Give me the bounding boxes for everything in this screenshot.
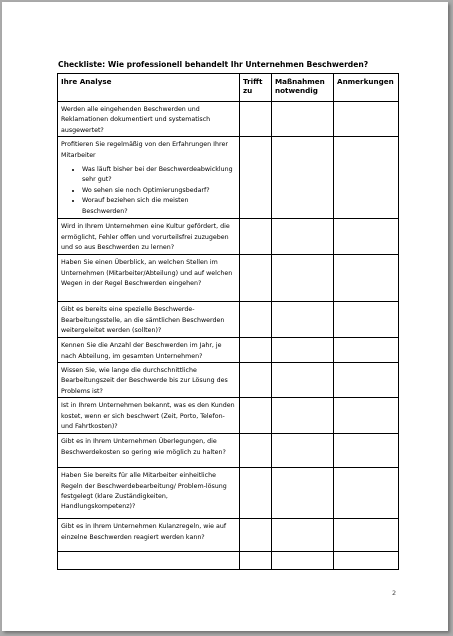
measures-cell <box>272 398 334 434</box>
measures-cell <box>272 219 334 255</box>
remarks-cell <box>334 434 399 468</box>
applies-cell <box>240 519 272 552</box>
table-row <box>58 137 399 219</box>
remarks-cell <box>334 219 399 255</box>
question-text: Gibt es bereits eine spezielle Beschwerde-Bearbeitungsstelle, an die sämtlichen Beschwerden weitergeleitet werden (sollten)? <box>61 306 225 335</box>
remarks-cell <box>334 552 399 570</box>
remarks-cell <box>334 468 399 519</box>
remarks-cell <box>334 302 399 338</box>
remarks-cell <box>334 338 399 363</box>
question-bullet-item: • Wo sehen sie noch Optimierungsbedarf? <box>82 186 236 196</box>
question-cell <box>58 434 240 468</box>
table-row <box>58 255 399 302</box>
question-cell <box>58 338 240 363</box>
table-row <box>58 219 399 255</box>
question-cell <box>58 398 240 434</box>
question-cell <box>58 519 240 552</box>
question-text: Haben Sie einen Überblick, an welchen Stellen im Unternehmen (Mitarbeiter/Abteilung) und auf welchen Wegen in der Regel Beschwerden eingehen? <box>61 259 233 288</box>
measures-cell <box>272 137 334 219</box>
applies-cell <box>240 552 272 570</box>
question-text: Wissen Sie, wie lange die durchschnittliche Bearbeitungszeit der Beschwerde bis zur Lösung des Problems ist? <box>61 367 228 395</box>
measures-cell <box>272 552 334 570</box>
question-cell <box>58 137 240 219</box>
page-title: Checkliste: Wie professionell behandelt Ihr Unternehmen Beschwerden? <box>58 60 369 69</box>
table-row <box>58 434 399 468</box>
question-cell <box>58 255 240 302</box>
question-text: Profitieren Sie regelmäßig von den Erfahrungen Ihrer Mitarbeiter <box>61 141 228 159</box>
checklist-table <box>57 73 399 570</box>
table-row <box>58 102 399 137</box>
question-cell <box>58 363 240 398</box>
applies-cell <box>240 434 272 468</box>
question-text: Werden alle eingehenden Beschwerden und Reklamationen dokumentiert und systematisch ausgewertet? <box>61 106 211 134</box>
measures-cell <box>272 519 334 552</box>
question-cell <box>58 552 240 570</box>
question-text: Wird in Ihrem Unternehmen eine Kultur gefördert, die ermöglicht, Fehler offen und vorurteilsfrei zuzugeben und so aus Beschwerden zu lernen? <box>61 223 230 252</box>
remarks-cell <box>334 398 399 434</box>
question-cell <box>58 302 240 338</box>
table-header-row <box>58 74 399 102</box>
applies-cell <box>240 137 272 219</box>
applies-cell <box>240 363 272 398</box>
measures-cell <box>272 102 334 137</box>
document-page <box>2 2 448 631</box>
table-row <box>58 338 399 363</box>
column-header-remarks: Anmerkungen <box>334 74 399 102</box>
question-cell <box>58 102 240 137</box>
measures-cell <box>272 255 334 302</box>
remarks-cell <box>334 137 399 219</box>
applies-cell <box>240 102 272 137</box>
question-bullet-item: • Was läuft bisher bei der Beschwerdeabwicklung sehr gut? <box>82 165 236 186</box>
question-bullet-list <box>61 165 236 217</box>
question-text: Gibt es in Ihrem Unternehmen Überlegungen, die Beschwerdekosten so gering wie möglich zu halten? <box>61 438 226 456</box>
applies-cell <box>240 255 272 302</box>
question-text: Gibt es in Ihrem Unternehmen Kulanzregeln, wie auf einzelne Beschwerden reagiert werden kann? <box>61 523 227 541</box>
applies-cell <box>240 219 272 255</box>
remarks-cell <box>334 102 399 137</box>
column-header-analysis: Ihre Analyse <box>58 74 240 102</box>
question-text: Kennen Sie die Anzahl der Beschwerden im Jahr, je nach Abteilung, im gesamten Unternehmen? <box>61 342 222 360</box>
question-bullet-item: • Worauf beziehen sich die meisten Beschwerden? <box>82 196 236 217</box>
remarks-cell <box>334 519 399 552</box>
table-row <box>58 552 399 570</box>
applies-cell <box>240 302 272 338</box>
column-header-measures: Maßnahmen notwendig <box>272 74 334 102</box>
table-row <box>58 363 399 398</box>
remarks-cell <box>334 363 399 398</box>
applies-cell <box>240 338 272 363</box>
question-cell <box>58 219 240 255</box>
table-row <box>58 302 399 338</box>
question-text: Ist in Ihrem Unternehmen bekannt, was es den Kunden kostet, wenn er sich beschwert (Zeit, Porto, Telefon-und Fahrtkosten)? <box>61 402 235 431</box>
applies-cell <box>240 468 272 519</box>
question-cell <box>58 468 240 519</box>
measures-cell <box>272 338 334 363</box>
measures-cell <box>272 434 334 468</box>
measures-cell <box>272 468 334 519</box>
page-number: 2 <box>392 589 397 597</box>
remarks-cell <box>334 255 399 302</box>
measures-cell <box>272 363 334 398</box>
column-header-applies: Trifft zu <box>240 74 272 102</box>
table-row <box>58 468 399 519</box>
table-row <box>58 519 399 552</box>
applies-cell <box>240 398 272 434</box>
measures-cell <box>272 302 334 338</box>
question-text: Haben Sie bereits für alle Mitarbeiter einheitliche Regeln der Beschwerdebearbeitung/ Problem-lösung festgelegt (klare Zuständigkeiten, Handlungskompetenz)? <box>61 472 227 511</box>
table-row <box>58 398 399 434</box>
